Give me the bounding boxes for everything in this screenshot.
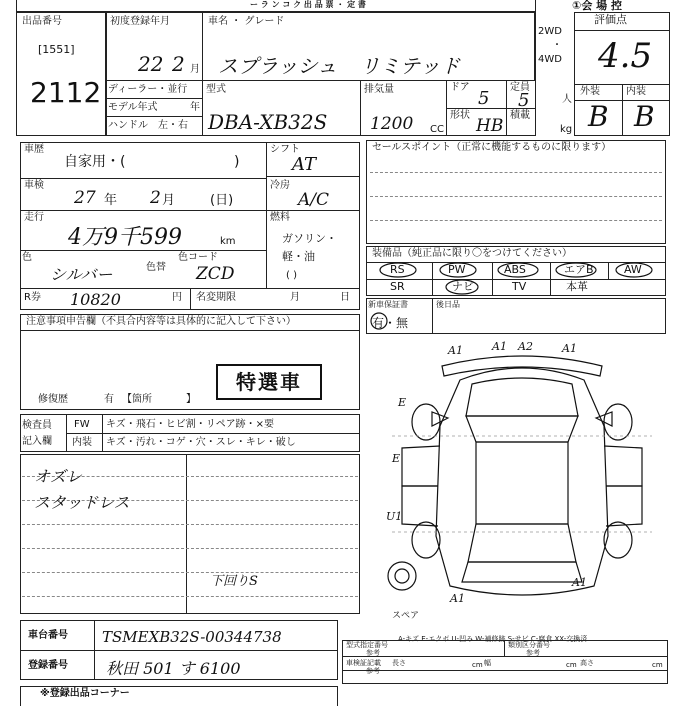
registration-month: 2 bbox=[172, 52, 185, 76]
model-year-label: モデル年式 bbox=[108, 102, 158, 113]
interior-label: 内装 bbox=[626, 86, 646, 97]
warranty-circle bbox=[368, 310, 390, 332]
damage-mark: A1 bbox=[562, 342, 577, 355]
damage-mark: A1 bbox=[492, 340, 507, 353]
exterior-label: 外装 bbox=[580, 86, 600, 97]
equip-abs: ABS bbox=[504, 263, 526, 276]
load-label: 積載 bbox=[510, 110, 530, 121]
exterior-grade: B bbox=[588, 100, 609, 133]
listing-number-label: 出品番号 bbox=[22, 16, 62, 27]
divider bbox=[370, 220, 662, 221]
shape-label: 形状 bbox=[450, 110, 470, 121]
inspector-label-1: 検査員 bbox=[22, 420, 52, 431]
divider bbox=[622, 84, 623, 136]
name-change-month: 月 bbox=[290, 292, 300, 303]
color-value: シルバー bbox=[50, 265, 113, 284]
2wd-label: 2WD bbox=[538, 26, 562, 37]
warranty-label: 新車保証書 bbox=[368, 300, 408, 309]
plate-value: 秋田 501 す 6100 bbox=[106, 659, 241, 678]
inspection-label: 車検 bbox=[24, 180, 44, 191]
spare-label: スペア bbox=[392, 611, 420, 621]
fuel-paren: ( ) bbox=[286, 270, 297, 281]
wd-dot: ・ bbox=[552, 40, 562, 51]
equip-sr: SR bbox=[390, 280, 405, 293]
rating-label: 評価点 bbox=[594, 13, 627, 26]
repair-place: 【箇所 bbox=[122, 394, 152, 405]
divider bbox=[202, 12, 203, 80]
inspection-day-unit: (日) bbox=[210, 193, 234, 208]
capacity-unit: 人 bbox=[562, 94, 572, 105]
divider bbox=[22, 572, 358, 573]
type-label: 型式 bbox=[206, 84, 226, 95]
rating-score: 4.5 bbox=[598, 36, 653, 76]
length-label: 長さ bbox=[392, 659, 406, 667]
category-ref: 参考 bbox=[526, 649, 540, 657]
plate-label: 登録番号 bbox=[28, 660, 68, 671]
header-title: ー ラ ン コ ク 出 品 票 ・ 定 書 bbox=[250, 0, 366, 9]
car-diagram bbox=[372, 336, 668, 624]
capacity: 5 bbox=[518, 90, 530, 111]
color-code-label: 色コード bbox=[178, 252, 218, 263]
usage-paren: ) bbox=[234, 154, 240, 170]
divider bbox=[20, 330, 360, 331]
fuel-label: 燃料 bbox=[270, 212, 290, 223]
width-label: 幅 bbox=[484, 659, 491, 667]
divider bbox=[342, 670, 668, 671]
shape: HB bbox=[476, 116, 504, 136]
interior-grade: B bbox=[634, 100, 655, 133]
equip-airbag: エアB bbox=[564, 263, 594, 276]
reference-box bbox=[342, 640, 668, 684]
venue-label: ①会 場 控 bbox=[572, 0, 622, 12]
after-label: 後日品 bbox=[436, 300, 460, 309]
divider bbox=[432, 298, 433, 334]
listing-number: 2112 bbox=[30, 76, 102, 109]
footer-label: ※登録出品コーナー bbox=[40, 688, 130, 699]
damage-mark: A1 bbox=[572, 576, 587, 589]
inspector-row2: キズ・汚れ・コゲ・穴・スレ・キレ・破し bbox=[106, 437, 296, 448]
name-change-label: 名変期限 bbox=[196, 292, 236, 303]
divider bbox=[186, 454, 187, 614]
length-unit: cm bbox=[472, 661, 483, 669]
special-stamp: 特選車 bbox=[216, 364, 322, 400]
equip-navi: ナビ bbox=[452, 280, 474, 293]
ac-label: 冷房 bbox=[270, 180, 290, 191]
capacity-label: 定員 bbox=[510, 82, 530, 93]
model-name: スプラッシュ bbox=[218, 54, 338, 78]
recycle-value: 10820 bbox=[70, 290, 121, 309]
damage-mark: A1 bbox=[448, 344, 463, 357]
model-type: DBA-XB32S bbox=[208, 110, 328, 134]
divider bbox=[266, 210, 360, 211]
inspection-year: 27 bbox=[74, 188, 96, 208]
designation-label: 型式指定番号 bbox=[346, 641, 388, 649]
model-grade: リミテッド bbox=[360, 54, 460, 78]
height-unit: cm bbox=[652, 661, 663, 669]
doors: 5 bbox=[478, 88, 490, 109]
handle-label: ハンドル bbox=[108, 120, 148, 131]
divider bbox=[106, 116, 202, 117]
handle-options: 左・右 bbox=[158, 120, 188, 131]
divider bbox=[360, 80, 361, 136]
warranty-options: 有・無 bbox=[372, 316, 409, 330]
chassis-label: 車台番号 bbox=[28, 630, 68, 641]
divider bbox=[20, 650, 338, 651]
equip-pw: PW bbox=[448, 263, 466, 276]
shift-label: シフト bbox=[270, 144, 300, 155]
equip-rs: RS bbox=[390, 263, 405, 276]
sales-point-box bbox=[366, 140, 666, 244]
designation-ref: 参考 bbox=[366, 649, 380, 657]
name-change-day: 日 bbox=[340, 292, 350, 303]
month-unit: 月 bbox=[190, 64, 200, 75]
divider bbox=[20, 210, 266, 211]
mileage-unit: km bbox=[220, 236, 236, 247]
paint-change-label: 色替 bbox=[146, 262, 166, 273]
category-label: 類別区分番号 bbox=[508, 641, 550, 649]
model-year-unit: 年 bbox=[190, 102, 200, 113]
divider bbox=[66, 433, 360, 434]
divider bbox=[22, 596, 358, 597]
warranty-box bbox=[366, 298, 666, 334]
cert-label: 車検証記載 bbox=[346, 659, 381, 667]
inspection-month-unit: 月 bbox=[162, 193, 176, 208]
divider bbox=[506, 80, 507, 108]
displacement: 1200 bbox=[370, 114, 414, 134]
equip-tv: TV bbox=[512, 280, 527, 293]
registration-year-label: 初度登録年月 bbox=[110, 16, 170, 27]
note-line-2: スタッドレス bbox=[34, 493, 130, 512]
cc-label: CC bbox=[430, 124, 444, 135]
divider bbox=[20, 178, 266, 179]
equipment-label: 装備品（純正品に限り〇をつけてください） bbox=[372, 248, 572, 259]
repair-close: 】 bbox=[186, 394, 196, 405]
listing-number-box bbox=[16, 12, 106, 136]
equip-aw: AW bbox=[624, 263, 642, 276]
height-label: 高さ bbox=[580, 659, 594, 667]
listing-code: [1551] bbox=[38, 43, 75, 56]
shift-value: AT bbox=[292, 154, 317, 175]
damage-legend: A-キズ E-エクボ U-凹み W-補修跡 S-サビ C-腐食 XX-交換済 bbox=[398, 635, 588, 643]
width-unit: cm bbox=[566, 661, 577, 669]
inspector-fw: FW bbox=[74, 419, 90, 430]
divider bbox=[370, 196, 662, 197]
damage-mark: E bbox=[392, 452, 401, 465]
color-label: 色 bbox=[22, 252, 32, 263]
door-label: ドア bbox=[450, 82, 470, 93]
recycle-label: R券 bbox=[24, 292, 41, 303]
divider bbox=[574, 30, 670, 31]
divider bbox=[190, 288, 191, 310]
4wd-label: 4WD bbox=[538, 54, 562, 65]
divider bbox=[22, 548, 358, 549]
divider bbox=[106, 80, 536, 81]
divider bbox=[370, 172, 662, 173]
dealer-label: ディーラー・並行 bbox=[108, 84, 188, 95]
notes-label: 注意事項申告欄（不具合内容等は具体的に記入して下さい） bbox=[26, 316, 296, 327]
sales-point-label: セールスポイント（正常に機能するものに限ります） bbox=[372, 142, 612, 153]
equip-leather: 本革 bbox=[566, 280, 588, 293]
ac-value: A/C bbox=[298, 190, 330, 210]
note-line-3: 下回りS bbox=[210, 574, 258, 589]
divider bbox=[504, 640, 505, 656]
registration-year: 22 bbox=[138, 52, 164, 76]
repair-label: 修復歴 bbox=[38, 394, 68, 405]
damage-mark: A2 bbox=[518, 340, 533, 353]
kg-label: kg bbox=[560, 124, 573, 135]
divider bbox=[266, 176, 360, 177]
color-code: ZCD bbox=[196, 264, 235, 284]
chassis-value: TSMEXB32S-00344738 bbox=[102, 628, 282, 646]
inspector-interior: 内装 bbox=[72, 437, 92, 448]
inspector-row1: キズ・飛石・ヒビ割・リペア跡・×要 bbox=[106, 419, 274, 430]
usage-value: 自家用・( bbox=[64, 154, 126, 170]
recycle-unit: 円 bbox=[172, 292, 182, 303]
damage-mark: E bbox=[398, 396, 407, 409]
equipment-circles bbox=[366, 260, 666, 300]
repair-value: 有 bbox=[104, 394, 114, 405]
divider bbox=[534, 12, 535, 80]
divider bbox=[106, 98, 202, 99]
mileage-value: 4万9千599 bbox=[68, 225, 182, 250]
divider bbox=[506, 108, 507, 136]
damage-mark: U1 bbox=[386, 510, 403, 523]
mileage-label: 走行 bbox=[24, 212, 44, 223]
cert-ref: 参考 bbox=[366, 667, 380, 675]
inspection-year-unit: 年 bbox=[104, 193, 118, 208]
divider bbox=[22, 524, 358, 525]
divider bbox=[266, 142, 267, 288]
displacement-label: 排気量 bbox=[364, 84, 394, 95]
grade-label: 車名 ・ グレード bbox=[208, 16, 285, 27]
fuel-options: ガソリン・軽・油 bbox=[282, 232, 337, 263]
inspector-label-2: 記入欄 bbox=[22, 436, 52, 447]
divider bbox=[202, 80, 203, 136]
damage-mark: A1 bbox=[450, 592, 465, 605]
note-line-1: オズレ bbox=[34, 467, 82, 486]
usage-label: 車歴 bbox=[24, 144, 44, 155]
divider bbox=[342, 656, 668, 657]
inspection-month: 2 bbox=[150, 188, 161, 208]
